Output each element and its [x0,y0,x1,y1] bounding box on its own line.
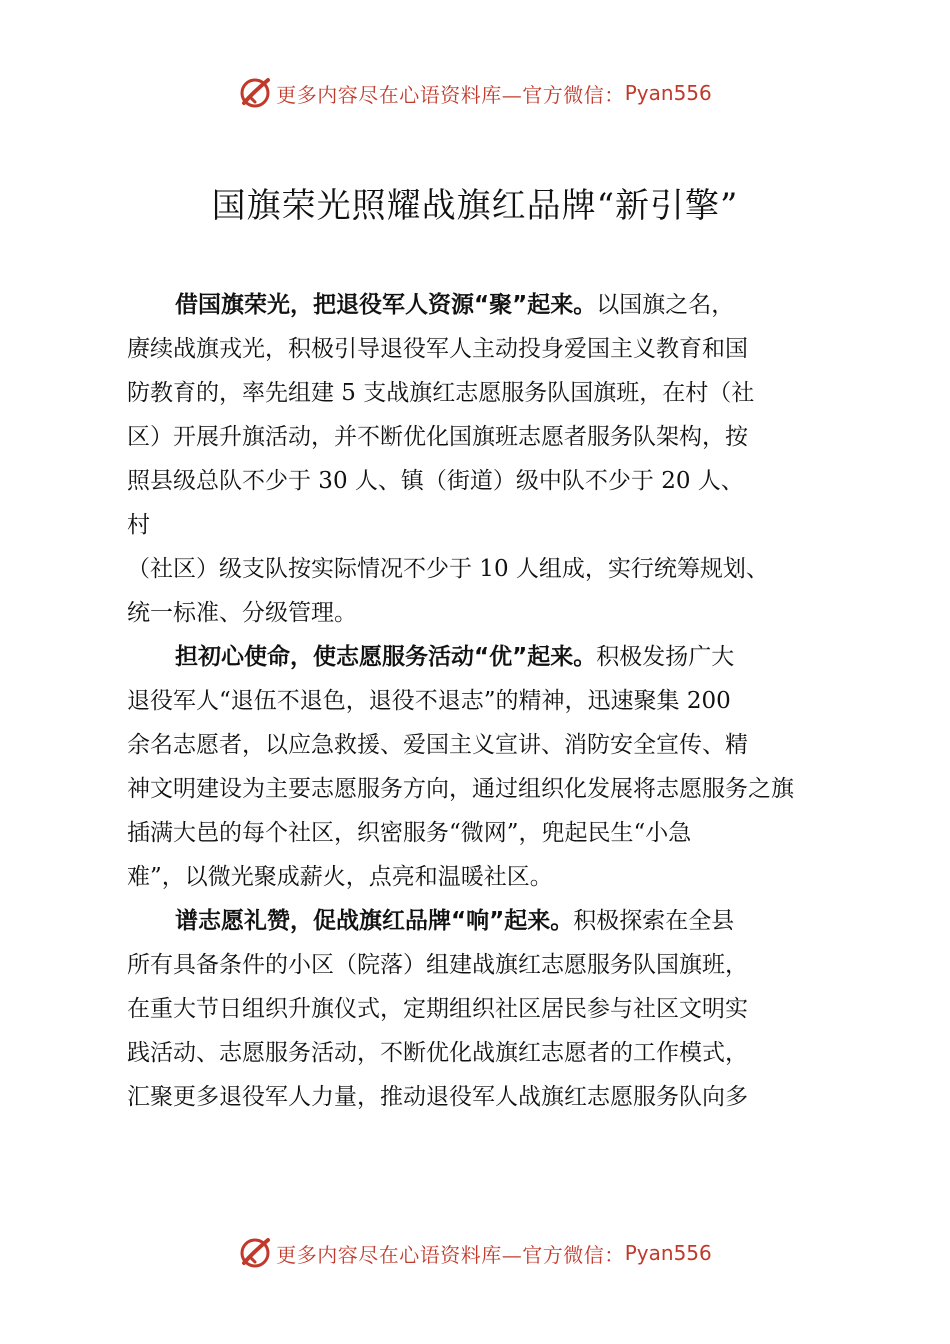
paragraph-line: （社区）级支队按实际情况不少于 10 人组成，实行统筹规划、 [127,556,769,582]
banner-handle: Pyan556 [624,1241,712,1265]
paragraph-line: 插满大邑的每个社区，织密服务“微网”，兜起民生“小急 [127,820,692,846]
brush-logo-icon [238,1236,272,1270]
paragraph-line: 践活动、志愿服务活动，不断优化战旗红志愿者的工作模式， [127,1040,748,1066]
document-body [127,283,827,1119]
brush-logo-icon [238,76,272,110]
paragraph-lead: 担初心使命，使志愿服务活动“优”起来。 [175,644,597,670]
page-title: 国旗荣光照耀战旗红品牌“新引擎” [211,186,739,226]
paragraph-lead: 借国旗荣光，把退役军人资源“聚”起来。 [175,292,597,318]
paragraph-line: 统一标准、分级管理。 [127,600,357,626]
paragraph-line: 照县级总队不少于 30 人、镇（街道）级中队不少于 20 人、 [127,468,744,494]
paragraph-line: 借国旗荣光，把退役军人资源“聚”起来。以国旗之名， [175,292,735,318]
paragraph-line: 难”，以微光聚成薪火，点亮和温暖社区。 [127,864,553,890]
paragraph-line: 谱志愿礼赞，促战旗红品牌“响”起来。积极探索在全县 [175,908,735,934]
paragraph-line: 余名志愿者，以应急救援、爱国主义宣讲、消防安全宣传、精 [127,732,748,758]
paragraph-line: 退役军人“退伍不退色，退役不退志”的精神，迅速聚集 200 [127,688,731,714]
paragraph-line: 在重大节日组织升旗仪式，定期组织社区居民参与社区文明实 [127,996,748,1022]
paragraph-line: 区）开展升旗活动，并不断优化国旗班志愿者服务队架构，按 [127,424,748,450]
paragraph-lead: 谱志愿礼赞，促战旗红品牌“响”起来。 [175,908,574,934]
banner-text: 更多内容尽在心语资料库—官方微信： [276,1242,625,1267]
paragraph-line: 防教育的，率先组建 5 支战旗红志愿服务队国旗班，在村（社 [127,380,755,406]
banner-handle: Pyan556 [624,81,712,105]
header-banner [0,73,950,113]
paragraph-line: 赓续战旗戎光，积极引导退役军人主动投身爱国主义教育和国 [127,336,748,362]
footer-banner [0,1233,950,1273]
paragraph-2 [127,635,827,899]
banner-text: 更多内容尽在心语资料库—官方微信： [276,82,625,107]
paragraph-line: 汇聚更多退役军人力量，推动退役军人战旗红志愿服务队向多 [127,1084,748,1110]
paragraph-line: 村 [127,512,150,538]
paragraph-1 [127,283,827,635]
paragraph-line: 所有具备条件的小区（院落）组建战旗红志愿服务队国旗班， [127,952,748,978]
paragraph-line: 担初心使命，使志愿服务活动“优”起来。积极发扬广大 [175,644,735,670]
paragraph-line: 神文明建设为主要志愿服务方向，通过组织化发展将志愿服务之旗 [127,776,794,802]
paragraph-3 [127,899,827,1119]
